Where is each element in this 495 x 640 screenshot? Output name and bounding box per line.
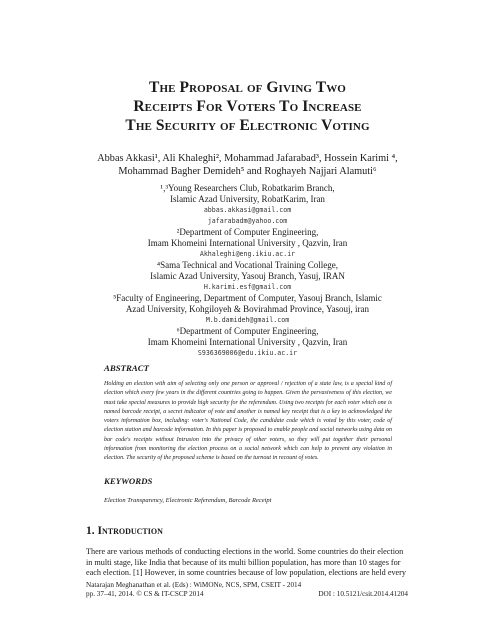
author-email: S936369006@edu.ikiu.ac.ir (197, 349, 298, 357)
authors-line-2: Mohammad Bagher Demideh⁵ and Roghayeh Najjari Alamuti⁶ (118, 166, 377, 177)
body-line: in multi stage, like India that because of its multi billion population, has more than 10 stages for (86, 557, 401, 567)
author-email: Akhaleghi@eng.ikiu.ac.ir (199, 250, 296, 258)
affiliation-line: Imam Khomeini International University , Qazvin, Iran (147, 337, 348, 347)
affiliation-line: ⁴Sama Technical and Vocational Training College, (157, 260, 338, 270)
author-list (0, 152, 495, 178)
footer-citation: Natarajan Meghanathan et al. (Eds) : WiMONe, NCS, SPM, CSEIT - 2014 (86, 581, 302, 589)
affiliations (0, 183, 495, 359)
introduction-text (86, 547, 408, 579)
affiliation-line: ⁶Department of Computer Engineering, (176, 326, 319, 336)
section-heading: 1. Introduction (86, 525, 163, 537)
authors-line-1: Abbas Akkasi¹, Ali Khaleghi², Mohammad Jafarabad³, Hossein Karimi ⁴, (97, 153, 398, 164)
abstract-heading: ABSTRACT (104, 363, 149, 373)
title-line-2: Receipts For Voters To Increase (133, 98, 362, 115)
affiliation-line: Imam Khomeini International University , Qazvin, Iran (147, 238, 348, 248)
body-line: each election. [1] However, in some countries because of low population, elections are held every (86, 568, 406, 577)
affiliation-line: ⁵Faculty of Engineering, Department of Computer, Yasouj Branch, Islamic (113, 293, 382, 303)
author-email: abbas.akkasi@gmail.com (203, 206, 292, 214)
abstract-text: Holding an election with aim of selecting only one person or approval / rejection of a state law, is a special kind of election which every few years in the different countries going to happen. Given the pervasiveness of this election, we must take special measures to provide high security for the referendum. Using two receipts for each voter which one is named barcode receipt, a secret indicator of vote and another is named key receipt that is a key to acknowledged the voters information box, including: voter's National Code, the candidate code which is voted by this voter, code of election station and barcode information. In this paper is proposed to enable people and social networks using data on bar code's receipts without Intrusion into the privacy of other voters, so they will put together their personal information from monitoring the election process on a social network which can help to prevent any violation in election. The security of the proposed scheme is based on the turnout in recount of votes. (104, 381, 392, 462)
title-line-3: The Security of Electronic Voting (125, 117, 370, 134)
body-line: There are various methods of conducting elections in the world. Some countries do their election (86, 547, 404, 556)
title-line-1: The Proposal of Giving Two (149, 79, 346, 96)
keywords-heading: KEYWORDS (104, 476, 153, 486)
author-email: M.b.damideh@gmail.com (205, 316, 290, 324)
affiliation-line: Azad University, Kohgiloyeh & Bovirahmad Province, Yasouj, iran (125, 304, 370, 314)
author-email: H.karimi.esf@gmail.com (203, 283, 292, 291)
footer-pages-text: pp. 37–41, 2014. © CS & IT-CSCP 2014 (86, 590, 204, 598)
keywords-text: Election Transparency, Electronic Referendum, Barcode Receipt (104, 497, 272, 504)
affiliation-line: Islamic Azad University, RobatKarim, Iran (170, 194, 325, 204)
paper-title (0, 78, 495, 135)
footer-pages (86, 590, 408, 599)
affiliation-line: Islamic Azad University, Yasouj Branch, Yasuj, IRAN (150, 271, 345, 281)
footer-doi: DOI : 10.5121/csit.2014.41204 (318, 590, 408, 598)
affiliation-line: ¹,³Young Researchers Club, Robatkarim Branch, (160, 183, 335, 193)
affiliation-line: ²Department of Computer Engineering, (176, 227, 319, 237)
author-email: jafarabadm@yahoo.com (207, 217, 288, 225)
